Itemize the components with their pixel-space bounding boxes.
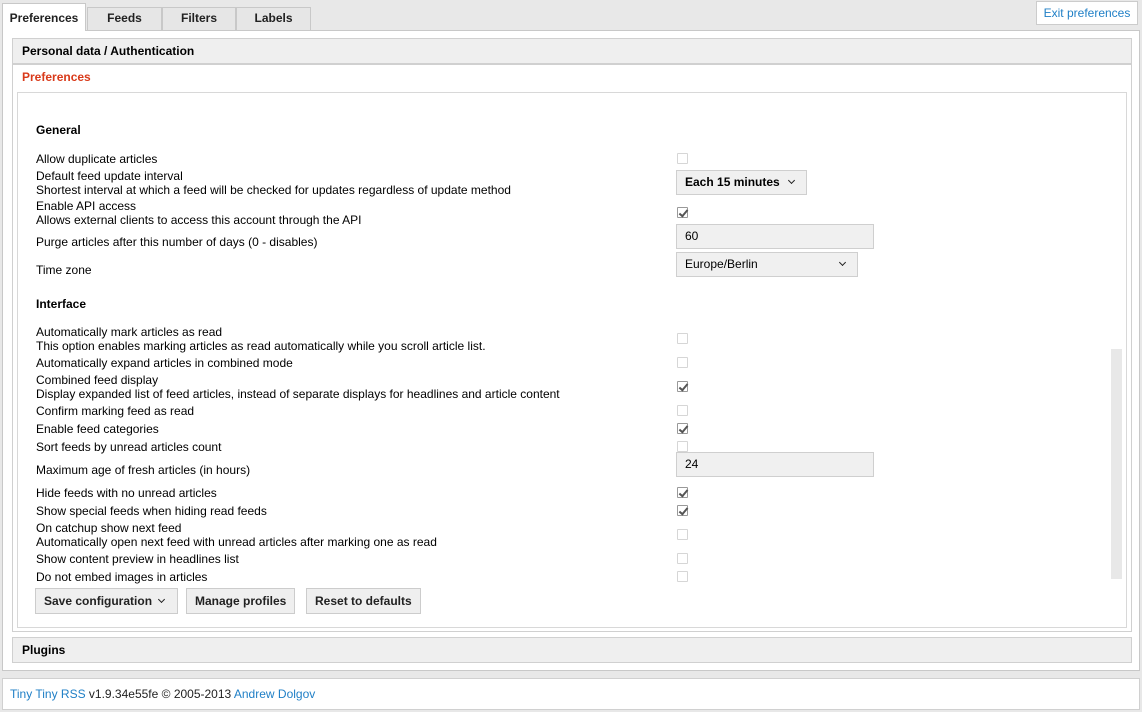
accordion-preferences[interactable]: Preferences xyxy=(12,64,1132,90)
catchup-next-label: On catchup show next feed xyxy=(36,521,182,535)
special-feeds-label: Show special feeds when hiding read feeds xyxy=(36,504,267,518)
fresh-age-label: Maximum age of fresh articles (in hours) xyxy=(36,463,251,477)
api-access-label: Enable API access xyxy=(36,199,137,213)
tab-filters[interactable]: Filters xyxy=(162,7,236,30)
purge-input[interactable]: 60 xyxy=(676,224,874,249)
auto-expand-checkbox[interactable] xyxy=(677,357,688,368)
tab-bar xyxy=(0,0,1142,30)
allow-duplicates-checkbox[interactable] xyxy=(677,153,688,164)
feed-categories-label: Enable feed categories xyxy=(36,422,159,436)
footer xyxy=(2,678,1140,710)
api-access-checkbox[interactable] xyxy=(677,207,688,218)
exit-preferences-button[interactable]: Exit preferences xyxy=(1036,1,1138,25)
chevron-down-icon xyxy=(158,596,165,603)
auto-mark-label: Automatically mark articles as read xyxy=(36,325,223,339)
chevron-down-icon xyxy=(788,177,795,184)
update-interval-value: Each 15 minutes xyxy=(685,175,780,189)
tab-labels[interactable]: Labels xyxy=(236,7,311,30)
timezone-value: Europe/Berlin xyxy=(685,257,758,271)
content-preview-checkbox[interactable] xyxy=(677,553,688,564)
update-interval-label: Default feed update interval xyxy=(36,169,183,183)
sort-unread-label: Sort feeds by unread articles count xyxy=(36,440,222,454)
hide-read-checkbox[interactable] xyxy=(677,487,688,498)
combined-display-checkbox[interactable] xyxy=(677,381,688,392)
tab-preferences[interactable]: Preferences xyxy=(2,3,86,31)
sort-unread-checkbox[interactable] xyxy=(677,441,688,452)
no-embed-label: Do not embed images in articles xyxy=(36,570,208,584)
section-interface-title: Interface xyxy=(36,297,87,311)
version-text: v1.9.34e55fe © 2005-2013 xyxy=(85,687,234,701)
form-scrollbar[interactable] xyxy=(1111,349,1122,579)
update-interval-help: Shortest interval at which a feed will be checked for updates regardless of update method xyxy=(36,183,511,197)
catchup-next-checkbox[interactable] xyxy=(677,529,688,540)
hide-read-label: Hide feeds with no unread articles xyxy=(36,486,217,500)
tab-feeds[interactable]: Feeds xyxy=(87,7,162,30)
content-preview-label: Show content preview in headlines list xyxy=(36,552,239,566)
update-interval-select[interactable] xyxy=(676,170,807,195)
manage-profiles-button[interactable]: Manage profiles xyxy=(186,588,295,614)
catchup-next-help: Automatically open next feed with unread articles after marking one as read xyxy=(36,535,437,549)
reset-defaults-button[interactable]: Reset to defaults xyxy=(306,588,421,614)
api-access-help: Allows external clients to access this account through the API xyxy=(36,213,362,227)
purge-label: Purge articles after this number of days (0 - disables) xyxy=(36,235,318,249)
confirm-mark-checkbox[interactable] xyxy=(677,405,688,416)
timezone-select[interactable] xyxy=(676,252,858,277)
fresh-age-input[interactable]: 24 xyxy=(676,452,874,477)
app-name-link[interactable]: Tiny Tiny RSS xyxy=(10,687,86,701)
combined-display-help: Display expanded list of feed articles, instead of separate displays for headlines and article content xyxy=(36,387,560,401)
preferences-container xyxy=(2,30,1140,671)
chevron-down-icon xyxy=(839,259,846,266)
feed-categories-checkbox[interactable] xyxy=(677,423,688,434)
save-configuration-button[interactable] xyxy=(35,588,178,614)
auto-mark-checkbox[interactable] xyxy=(677,333,688,344)
special-feeds-checkbox[interactable] xyxy=(677,505,688,516)
accordion-personal-data[interactable]: Personal data / Authentication xyxy=(12,38,1132,64)
author-link[interactable]: Andrew Dolgov xyxy=(233,687,316,701)
confirm-mark-label: Confirm marking feed as read xyxy=(36,404,195,418)
auto-expand-label: Automatically expand articles in combined mode xyxy=(36,356,293,370)
section-general-title: General xyxy=(36,123,81,137)
combined-display-label: Combined feed display xyxy=(36,373,159,387)
no-embed-checkbox[interactable] xyxy=(677,571,688,582)
save-configuration-label: Save configuration xyxy=(44,594,153,608)
auto-mark-help: This option enables marking articles as read automatically while you scroll article list. xyxy=(36,339,486,353)
allow-duplicates-label: Allow duplicate articles xyxy=(36,152,158,166)
preferences-panel xyxy=(12,89,1132,632)
preferences-form xyxy=(17,92,1127,628)
accordion-plugins[interactable]: Plugins xyxy=(12,637,1132,663)
timezone-label: Time zone xyxy=(36,263,92,277)
